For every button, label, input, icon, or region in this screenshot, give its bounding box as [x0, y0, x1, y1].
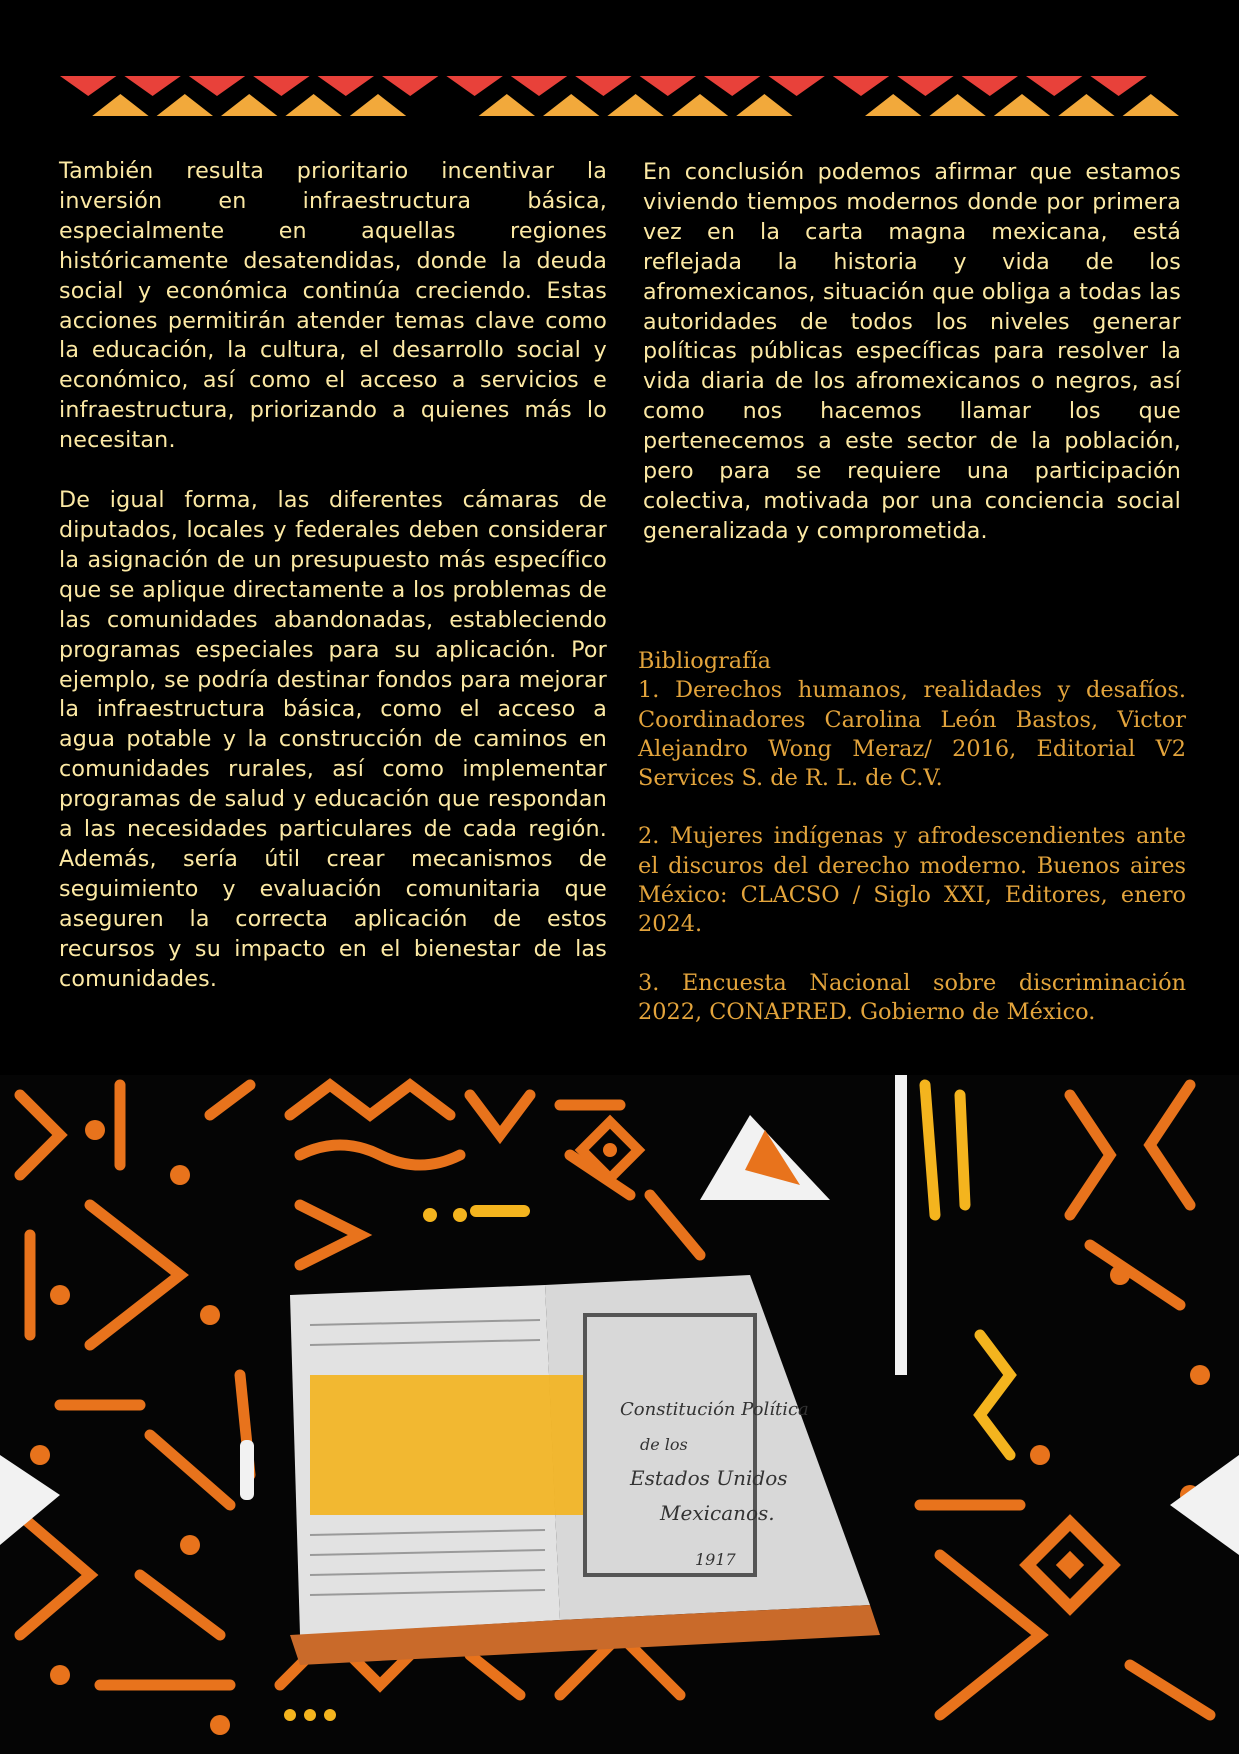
red-triangle [1090, 76, 1146, 96]
red-triangle [962, 76, 1018, 96]
yellow-triangle [1058, 94, 1114, 116]
svg-text:Mexicanos.: Mexicanos. [660, 1501, 775, 1525]
yellow-triangle [479, 94, 535, 116]
red-triangle [511, 76, 567, 96]
yellow-triangle-row [92, 94, 1179, 116]
svg-text:1917: 1917 [695, 1550, 736, 1569]
yellow-triangle [929, 94, 985, 116]
red-triangle [575, 76, 631, 96]
yellow-triangle [221, 94, 277, 116]
left-paragraph-2: De igual forma, las diferentes cámaras de diputados, locales y federales deben considerar la asignación de un presupuesto más específico que se aplique directamente a los problemas de las comunidades abandonadas, estableciendo programas especiales para su aplicación. Por ejemplo, se podría destinar fondos para mejorar la infraestructura básica, como el acceso a agua potable y la construcción de caminos en comunidades rurales, así como implementar programas de salud y educación que respondan a las necesidades particulares de cada región. Además, sería útil crear mecanismos de seguimiento y evaluación comunitaria que aseguren la correcta aplicación de estos recursos y su impacto en el bienestar de las comunidades. [59, 487, 607, 992]
bibliography-reference-3: 3. Encuesta Nacional sobre discriminación 2022, CONAPRED. Gobierno de México. [638, 969, 1186, 1025]
left-paragraph-1: También resulta prioritario incentivar la inversión en infraestructura básica, especialmente en aquellas regiones históricamente desatendidas, donde la deuda social y económica continúa creciendo. Estas acciones permitirán atender temas clave como la educación, la cultura, el desarrollo social y económico, así como el acceso a servicios e infraestructura, priorizando a quienes más lo necesitan. [59, 158, 607, 454]
yellow-triangle [736, 94, 792, 116]
red-triangle [189, 76, 245, 96]
red-triangle-row [60, 76, 1147, 96]
zigzag-triangle-border-svg [56, 76, 1182, 120]
svg-text:Constitución Política: Constitución Política [620, 1399, 809, 1420]
red-triangle [253, 76, 309, 96]
svg-text:Estados Unidos: Estados Unidos [630, 1466, 788, 1490]
red-triangle [704, 76, 760, 96]
yellow-triangle [285, 94, 341, 116]
yellow-triangle [607, 94, 663, 116]
bibliography-reference-1: 1. Derechos humanos, realidades y desafíos. Coordinadores Carolina León Bastos, Victor Alejandro Wong Meraz/ 2016, Editorial V2 Services S. de R. L. de C.V. [638, 677, 1186, 792]
yellow-triangle [543, 94, 599, 116]
svg-text:de los: de los [640, 1435, 688, 1454]
yellow-triangle [865, 94, 921, 116]
red-triangle [833, 76, 889, 96]
bibliography-reference-2: 2. Mujeres indígenas y afrodescendientes ante el discuros del derecho moderno. Buenos aires México: CLACSO / Siglo XXI, Editores, enero 2024. [638, 823, 1186, 938]
bibliography-title: Bibliografía [638, 648, 771, 674]
yellow-triangle [1123, 94, 1179, 116]
bibliography-section [638, 647, 1186, 1056]
red-triangle [60, 76, 116, 96]
red-triangle [382, 76, 438, 96]
yellow-triangle [157, 94, 213, 116]
red-triangle [768, 76, 824, 96]
yellow-triangle [350, 94, 406, 116]
right-paragraph-1: En conclusión podemos afirmar que estamos viviendo tiempos modernos donde por primera vez en la carta magna mexicana, está reflejada la historia y vida de los afromexicanos, situación que obliga a todas las autoridades de todos los niveles generar políticas públicas específicas para resolver la vida diaria de los afromexicanos o negros, así como nos hacemos llamar los que pertenecemos a este sector de la población, pero para se requiere una participación colectiva, motivada por una conciencia social generalizada y comprometida. [643, 159, 1181, 544]
yellow-triangle [672, 94, 728, 116]
red-triangle [897, 76, 953, 96]
red-triangle [446, 76, 502, 96]
left-text-column [59, 157, 607, 1024]
tribal-pattern-artwork-svg [0, 1075, 1239, 1754]
red-triangle [124, 76, 180, 96]
red-triangle [1026, 76, 1082, 96]
tribal-pattern-artwork [0, 1075, 1239, 1754]
zigzag-triangle-border [56, 76, 1182, 120]
right-text-column [643, 158, 1181, 577]
red-triangle [318, 76, 374, 96]
yellow-triangle [92, 94, 148, 116]
red-triangle [640, 76, 696, 96]
yellow-triangle [994, 94, 1050, 116]
